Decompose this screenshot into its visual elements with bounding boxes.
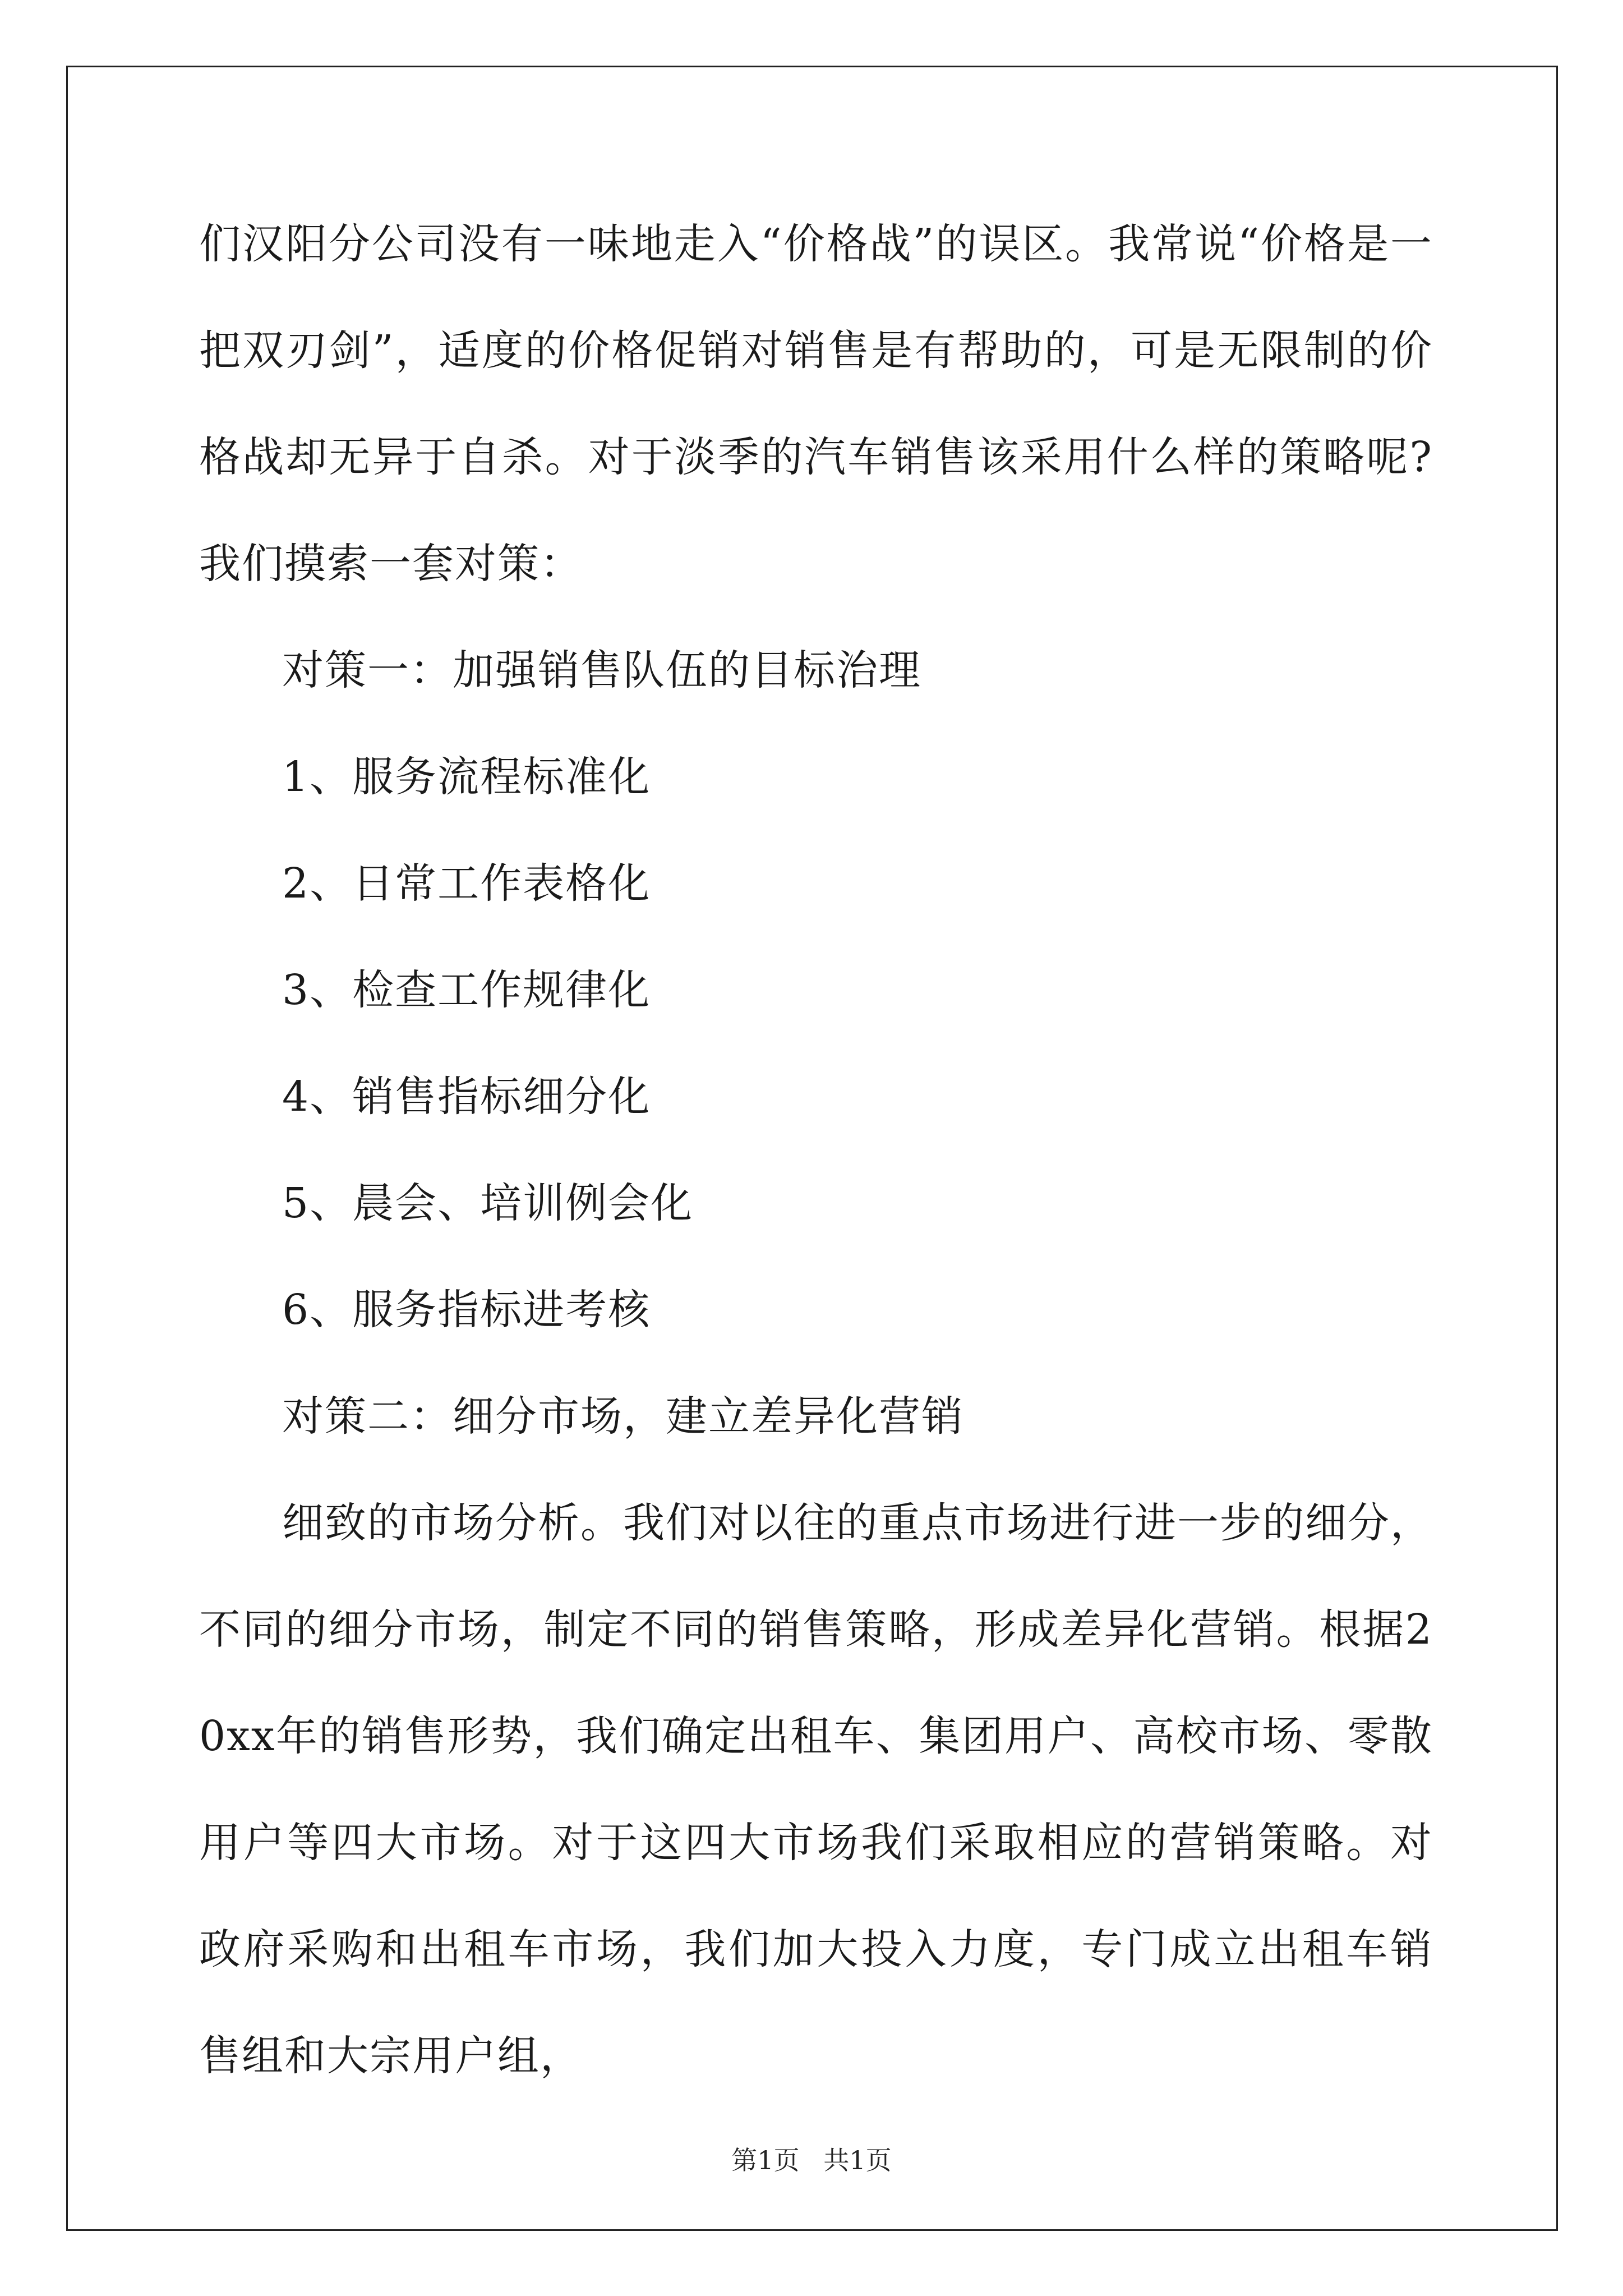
list-item: 3、检查工作规律化 xyxy=(282,966,651,1014)
section-heading-strategy-1: 对策一：加强销售队伍的目标治理 xyxy=(282,646,921,694)
list-item: 1、服务流程标准化 xyxy=(282,753,651,801)
list-item: 6、服务指标进考核 xyxy=(282,1286,651,1334)
list-item: 5、晨会、培训例会化 xyxy=(282,1179,694,1227)
paragraph-intro: 们汉阳分公司没有一味地走入“价格战”的误区。我常说“价格是一把双刃剑”，适度的价格促销对销售是有帮助的，可是无限制的价格战却无异于自杀。对于淡季的汽车销售该采用什么样的策略呢?我们摸索一套对策： xyxy=(199,220,1433,588)
paragraph-market-analysis: 细致的市场分析。我们对以往的重点市场进行进一步的细分，不同的细分市场，制定不同的销售策略，形成差异化营销。根据20xx年的销售形势，我们确定出租车、集团用户、高校市场、零散用户等四大市场。对于这四大市场我们采取相应的营销策略。对政府采购和出租车市场，我们加大投入力度，专门成立出租车销售组和大宗用户组， xyxy=(199,1499,1433,2080)
document-body xyxy=(199,191,1433,2109)
list-item: 2、日常工作表格化 xyxy=(282,859,651,908)
page-number-current: 第1页 xyxy=(731,2145,800,2175)
section-heading-strategy-2: 对策二：细分市场，建立差异化营销 xyxy=(282,1392,964,1441)
list-item: 4、销售指标细分化 xyxy=(282,1073,651,1121)
page-footer xyxy=(0,2140,1623,2177)
page-number-total: 共1页 xyxy=(823,2145,892,2175)
